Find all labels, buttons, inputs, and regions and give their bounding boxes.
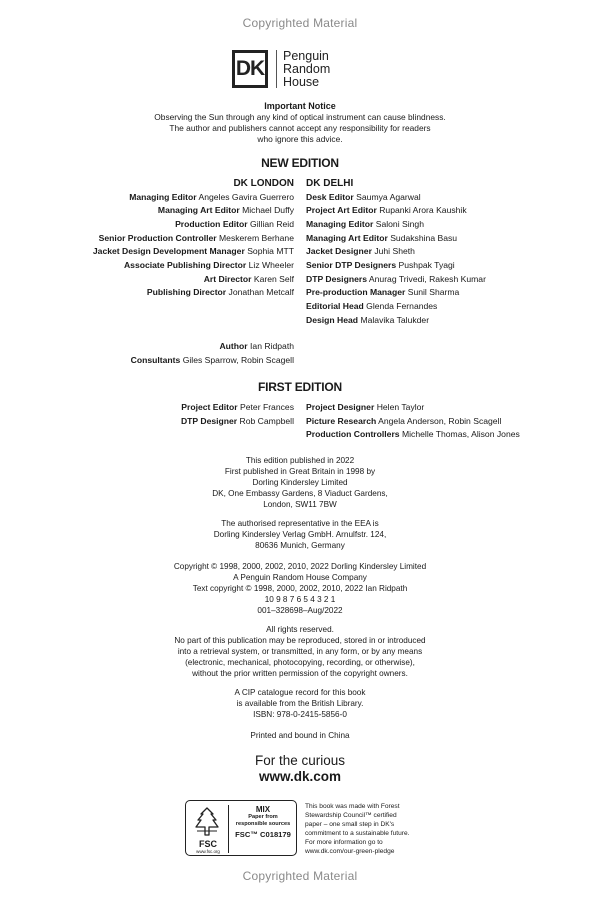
credit-line: Associate Publishing Director Liz Wheeler [123,259,294,270]
credit-line: Design Head Malavika Talukder [306,314,430,325]
credit-line: Jacket Design Development Manager Sophia MTT [92,246,294,257]
credit-line: Production Controllers Michelle Thomas, Alison Jones [306,429,520,440]
first-edition-left-credits [181,401,294,428]
consultants-line: Consultants Giles Sparrow, Robin Scagell [130,354,294,365]
credit-line: Managing Editor Angeles Gavira Guerrero [129,191,294,202]
credit-line: DTP Designer Rob Campbell [180,415,294,426]
dk-delhi-credits [306,177,486,327]
eea-representative: The authorised representative in the EEA is Dorling Kindersley Verlag GmbH. Arnulfstr. 124, 80636 Munich, Germany [213,519,387,550]
credit-line: Managing Editor Saloni Singh [306,218,424,229]
credit-line: Managing Art Editor Sudakshina Basu [306,232,458,243]
important-notice [0,101,600,145]
author-line: Author Ian Ridpath [219,341,294,351]
credit-line: Project Designer Helen Taylor [306,402,425,412]
publisher-logo [232,48,330,90]
credit-line: DTP Designers Anurag Trivedi, Rakesh Kumar [306,273,486,284]
credit-line: Production Editor Gillian Reid [175,218,294,229]
credit-line: Jacket Designer Juhi Sheth [306,246,415,257]
fsc-divider [228,805,229,853]
fsc-certification-box [185,800,297,856]
watermark-bottom: Copyrighted Material [242,869,358,883]
fsc-mix-label: MIX Paper from responsible sources FSC™ C018179 [231,805,295,839]
fsc-note: This book was made with Forest Stewardship Council™ certified paper – one small step in DK's commitment to a sustainable future. For more information go to www.dk.com/our-green-pledge [305,803,410,855]
dk-london-credits [93,177,294,300]
tagline-text: For the curious [254,753,346,768]
rights-notice: All rights reserved. No part of this publication may be reproduced, stored in or introduced into a retrieval system, or transmitted, in any form, or by any means (electronic, mechanical, photocopying, recording, or otherwise), without the prior written permission of the copyright owners. [174,625,426,678]
credit-line: Senior DTP Designers Pushpak Tyagi [306,259,455,270]
fsc-mix: MIX [255,805,271,814]
credit-line: Picture Research Angela Anderson, Robin Scagell [306,415,502,426]
publication-info: This edition published in 2022 First published in Great Britain in 1998 by Dorling Kindersley Limited DK, One Embassy Gardens, 8 Viaduct Gardens, London, SW11 7BW [212,456,388,509]
author-consultants [131,340,294,367]
credit-line: Publishing Director Jonathan Metcalf [146,287,294,298]
credit-line: Desk Editor Saumya Agarwal [306,191,421,202]
new-edition-heading: NEW EDITION [261,156,339,170]
wordmark-line: House [283,74,320,89]
credit-line: Art Director Karen Self [203,273,294,284]
cip-record: A CIP catalogue record for this book is available from the British Library. ISBN: 978-0-2415-5856-0 [234,688,366,719]
dk-london-heading: DK LONDON [233,178,294,189]
fsc-logo-text: FSC [199,839,217,849]
dk-logo: DK [232,50,268,88]
copyright-info: Copyright © 1998, 2000, 2002, 2010, 2022 Dorling Kindersley Limited A Penguin Random House Company Text copyright © 1998, 2000, 2002, 2010, 2022 Ian Ridpath 10 9 8 7 6 5 4 3 2 1 001–328698–Aug/2022 [173,562,427,615]
dk-delhi-heading: DK DELHI [306,178,354,189]
credit-line: Pre-production Manager Sunil Sharma [306,287,460,298]
credit-line: Project Editor Peter Frances [181,402,294,412]
credit-line: Senior Production Controller Meskerem Berhane [98,232,294,243]
fsc-website: www.fsc.org [196,849,220,854]
notice-line: who ignore this advice. [257,134,343,144]
logo-divider [276,50,277,88]
printed-in: Printed and bound in China [250,731,350,740]
first-edition-right-credits [306,401,520,442]
first-edition-heading: FIRST EDITION [257,380,343,394]
notice-line: Observing the Sun through any kind of optical instrument can cause blindness. [154,112,446,122]
notice-line: The author and publishers cannot accept any responsibility for readers [169,123,431,133]
penguin-random-house-wordmark [283,50,330,89]
watermark-top: Copyrighted Material [242,16,358,30]
wordmark-line: Random [283,61,331,76]
credit-line: Editorial Head Glenda Fernandes [306,300,438,311]
website-url: www.dk.com [258,769,341,784]
notice-title: Important Notice [264,101,336,111]
wordmark-line: Penguin [283,48,329,63]
tagline [0,753,600,785]
fsc-code: FSC™ C018179 [235,830,291,840]
credit-line: Project Art Editor Rupanki Arora Kaushik [306,205,467,216]
credit-line: Managing Art Editor Michael Duffy [157,205,294,216]
